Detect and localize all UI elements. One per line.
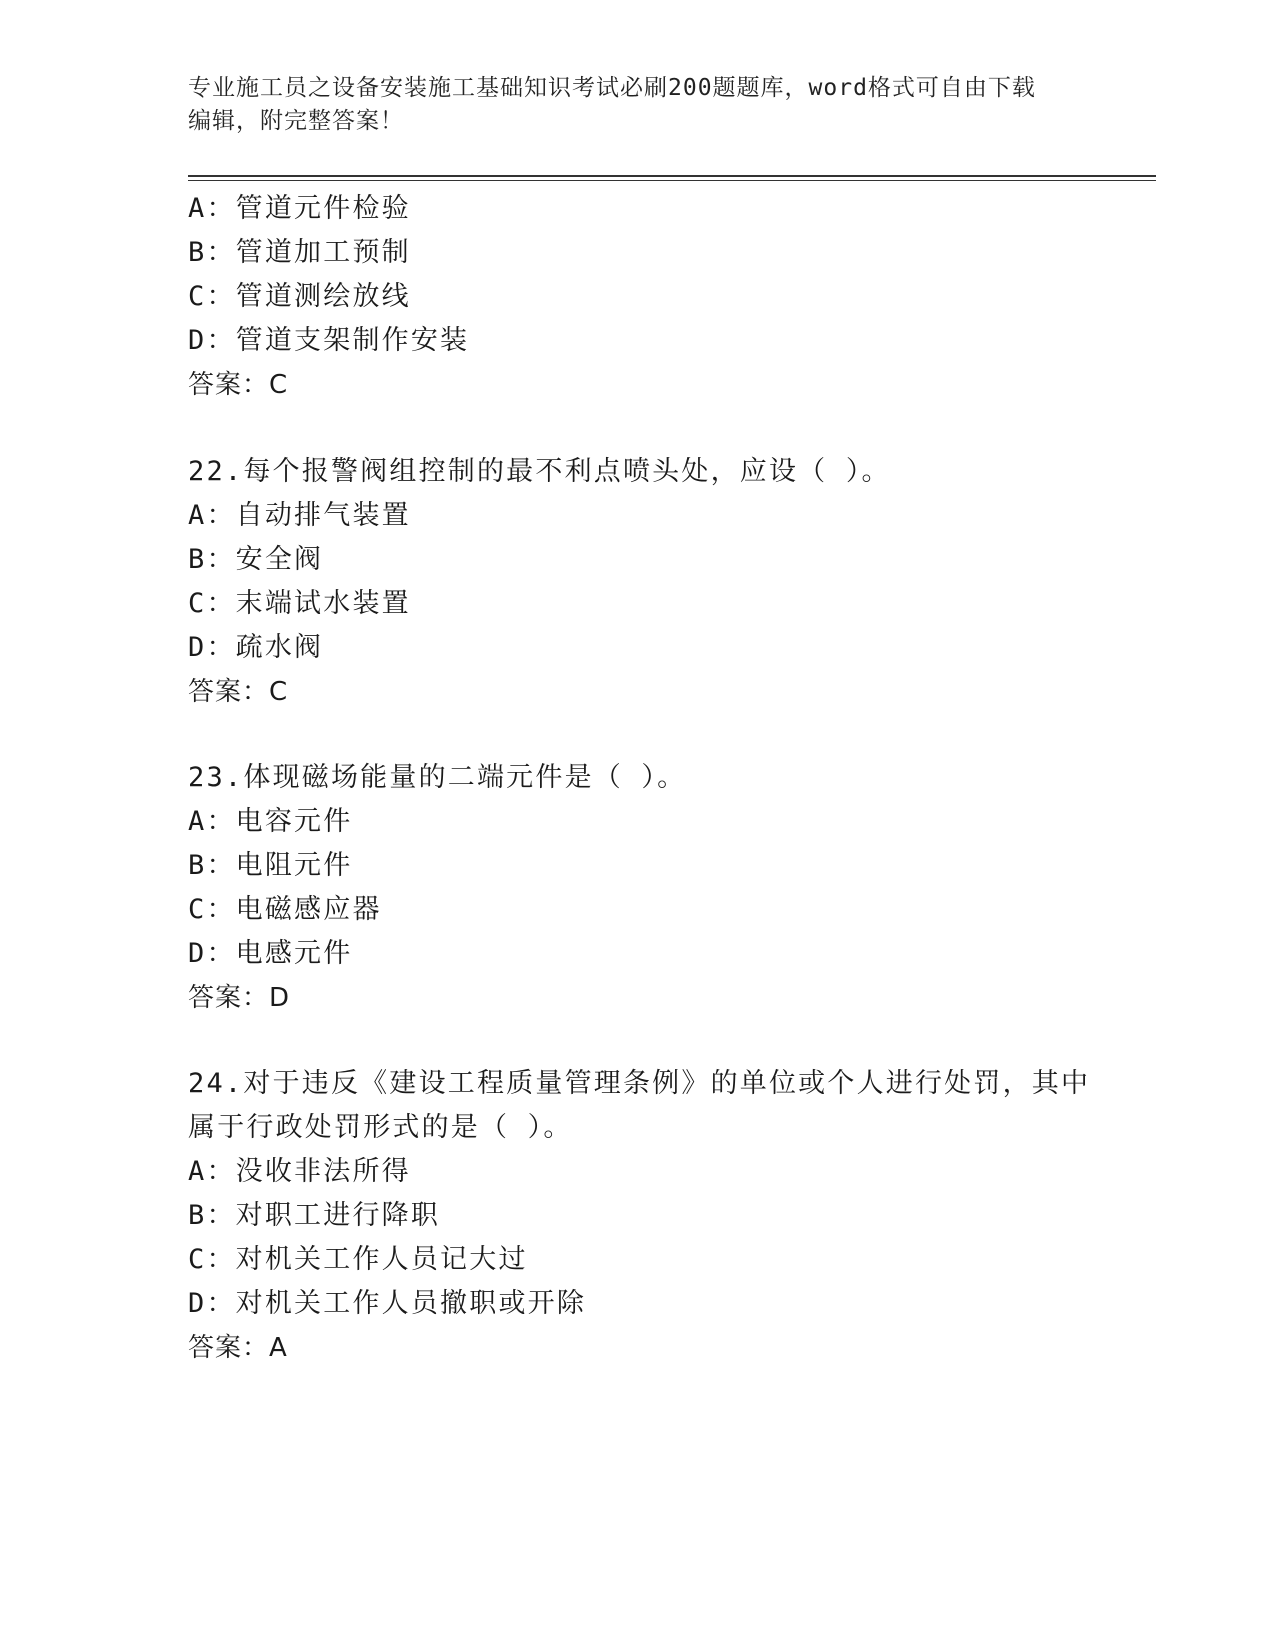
q22-option-c: C：末端试水装置 (188, 588, 411, 619)
header-line-1: 专业施工员之设备安装施工基础知识考试必刷200题题库，word格式可自由下载 (188, 75, 1036, 101)
q21-answer: 答案：C (188, 370, 289, 400)
q22-option-b: B：安全阀 (188, 544, 324, 575)
header-divider-thin (188, 180, 1156, 181)
q21-option-a: A：管道元件检验 (188, 193, 411, 224)
q24-option-b: B：对职工进行降职 (188, 1200, 441, 1231)
q22-answer: 答案：C (188, 677, 289, 707)
q24-option-d: D：对机关工作人员撤职或开除 (188, 1288, 587, 1319)
q22-option-a: A：自动排气装置 (188, 500, 411, 531)
q23-option-d: D：电感元件 (188, 938, 353, 969)
q22-option-d: D：疏水阀 (188, 632, 324, 663)
q23-option-b: B：电阻元件 (188, 850, 353, 881)
q21-option-c: C：管道测绘放线 (188, 281, 411, 312)
header-line-2: 编辑，附完整答案！ (188, 108, 404, 134)
q21-option-d: D：管道支架制作安装 (188, 325, 470, 356)
header-divider (188, 175, 1156, 177)
q24-question-line-2: 属于行政处罚形式的是（ ）。 (188, 1112, 573, 1143)
q22-question: 22.每个报警阀组控制的最不利点喷头处，应设（ ）。 (188, 456, 891, 487)
q23-answer: 答案：D (188, 983, 291, 1013)
q23-question: 23.体现磁场能量的二端元件是（ ）。 (188, 762, 687, 793)
q24-option-a: A：没收非法所得 (188, 1156, 411, 1187)
q21-option-b: B：管道加工预制 (188, 237, 411, 268)
q24-answer: 答案：A (188, 1333, 288, 1363)
q24-option-c: C：对机关工作人员记大过 (188, 1244, 528, 1275)
q23-option-c: C：电磁感应器 (188, 894, 382, 925)
q24-question-line-1: 24.对于违反《建设工程质量管理条例》的单位或个人进行处罚，其中 (188, 1068, 1091, 1099)
document-header (188, 72, 1068, 138)
q23-option-a: A：电容元件 (188, 806, 353, 837)
